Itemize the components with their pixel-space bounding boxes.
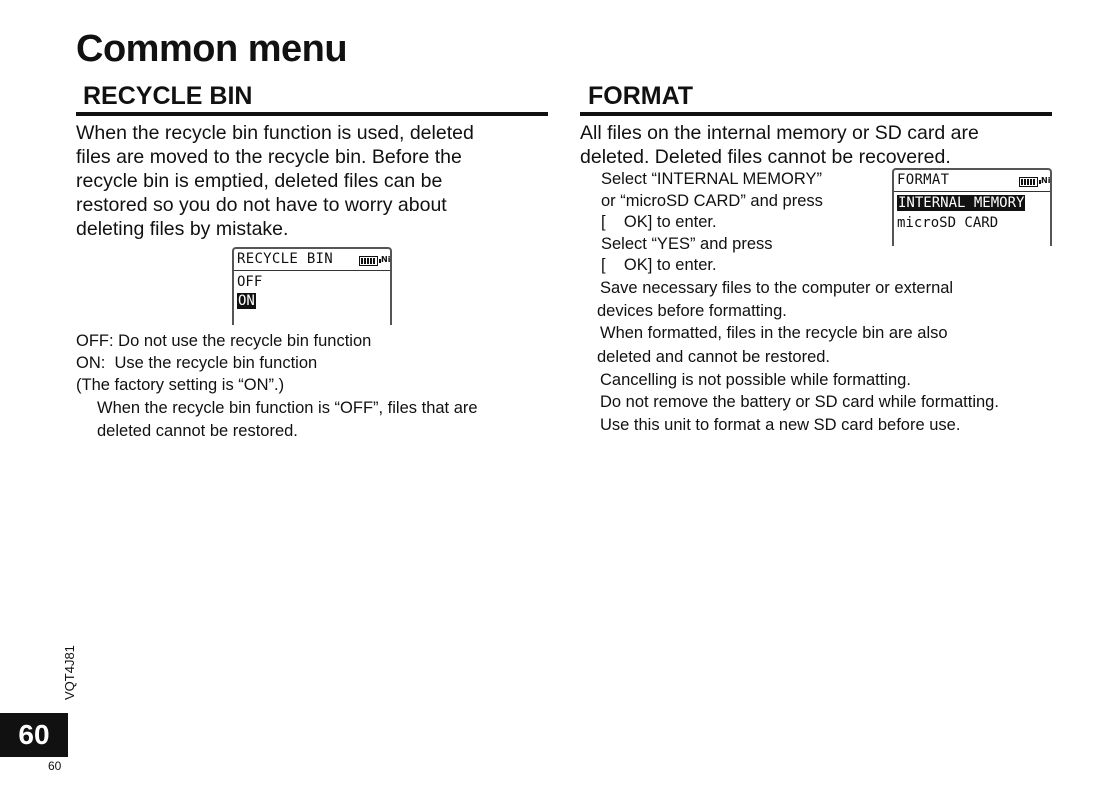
intro-line: deleting files by mistake.	[76, 218, 289, 240]
intro-line: files are moved to the recycle bin. Before the	[76, 146, 462, 168]
format-note: Use this unit to format a new SD card before use.	[600, 416, 961, 434]
intro-line: All files on the internal memory or SD card are	[580, 122, 979, 144]
battery-icon	[359, 256, 378, 266]
intro-line: recycle bin is emptied, deleted files can be	[76, 170, 443, 192]
intro-line: When the recycle bin function is used, deleted	[76, 122, 474, 144]
step-line: Select “YES” and press	[601, 234, 773, 253]
battery-type-label: Ni	[1041, 176, 1051, 185]
format-heading: FORMAT	[588, 82, 694, 110]
recycle-bin-note	[97, 397, 478, 443]
recycle-bin-heading: RECYCLE BIN	[83, 82, 253, 110]
format-note: Do not remove the battery or SD card while formatting.	[600, 393, 999, 411]
format-note: Cancelling is not possible while formatting.	[600, 371, 911, 389]
step-line: [ OK] to enter.	[601, 213, 717, 231]
step-line: [ OK] to enter.	[601, 256, 717, 274]
battery-type-label: Ni	[381, 255, 391, 264]
option-on-desc: ON: Use the recycle bin function	[76, 354, 318, 372]
battery-icon	[1019, 177, 1038, 187]
model-number: VQT4J81	[62, 645, 77, 700]
format-note: When formatted, files in the recycle bin are also	[600, 324, 948, 342]
format-steps	[601, 169, 823, 277]
step-line: or “microSD CARD” and press	[601, 191, 823, 210]
screen-title: RECYCLE BIN	[237, 251, 334, 267]
recycle-bin-screen	[232, 247, 392, 325]
screen-option-off: OFF	[237, 274, 263, 290]
recycle-bin-intro	[76, 121, 474, 241]
format-intro	[580, 121, 979, 169]
option-off-desc: OFF: Do not use the recycle bin function	[76, 332, 372, 350]
screen-option-internal-memory-selected: INTERNAL MEMORY	[898, 195, 1025, 211]
intro-line: restored so you do not have to worry about	[76, 194, 447, 216]
format-screen	[892, 168, 1052, 246]
step-line: Select “INTERNAL MEMORY”	[601, 170, 822, 188]
intro-line: deleted. Deleted files cannot be recovered.	[580, 146, 951, 168]
note-line: deleted cannot be restored.	[97, 422, 298, 440]
screen-title: FORMAT	[897, 172, 950, 188]
format-note: Save necessary files to the computer or external	[600, 279, 954, 297]
note-line: When the recycle bin function is “OFF”, files that are	[97, 399, 478, 417]
page-title: Common menu	[76, 28, 348, 70]
screen-separator	[894, 191, 1050, 192]
screen-option-on-selected: ON	[238, 293, 255, 309]
format-note: devices before formatting.	[597, 302, 787, 320]
format-rule	[580, 112, 1052, 116]
screen-option-microsd-card: microSD CARD	[897, 215, 999, 231]
screen-separator	[234, 270, 390, 271]
format-note: deleted and cannot be restored.	[597, 348, 831, 366]
page-number-tab: 60	[0, 713, 68, 757]
recycle-bin-rule	[76, 112, 548, 116]
recycle-bin-options	[76, 330, 371, 396]
page-number-small: 60	[48, 759, 62, 773]
factory-setting-note: (The factory setting is “ON”.)	[76, 376, 285, 394]
